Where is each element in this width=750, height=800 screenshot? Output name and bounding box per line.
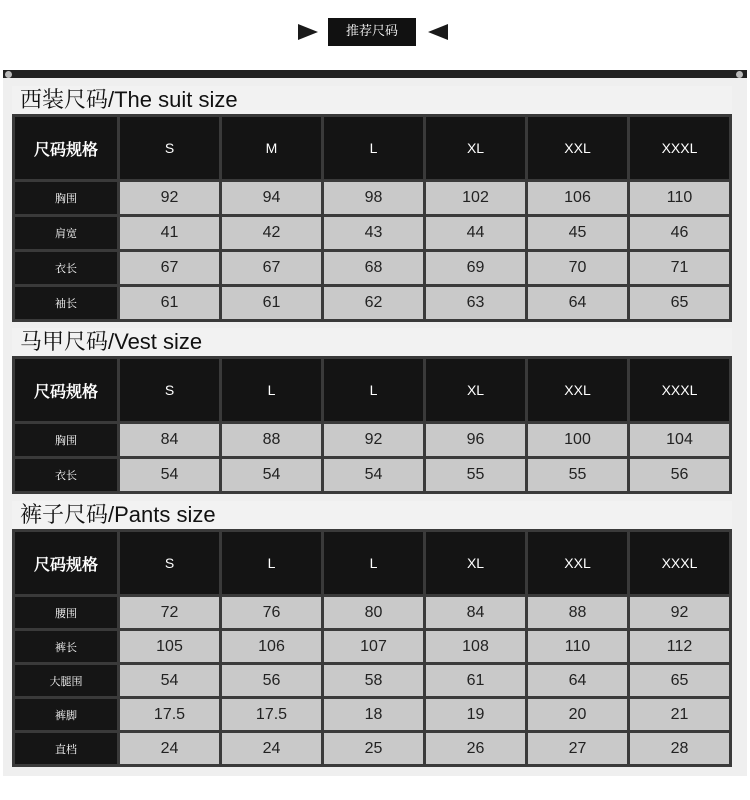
value-cell: 88 [528, 597, 627, 628]
table-row [15, 217, 729, 249]
value-cell: 63 [426, 287, 525, 319]
value-cell: 108 [426, 631, 525, 662]
value-cell: 107 [324, 631, 423, 662]
value-cell: 46 [630, 217, 729, 249]
banner-label: 推荐尺码 [328, 18, 416, 46]
section-title: 西装尺码/The suit size [12, 86, 732, 114]
value-cell: 65 [630, 287, 729, 319]
row-label: 大腿围 [15, 665, 117, 696]
size-header: XXXL [630, 532, 729, 594]
value-cell: 17.5 [120, 699, 219, 730]
value-cell: 61 [222, 287, 321, 319]
row-label: 直档 [15, 733, 117, 764]
size-header: S [120, 532, 219, 594]
value-cell: 56 [222, 665, 321, 696]
size-header: XXL [528, 532, 627, 594]
table-row [15, 252, 729, 284]
value-cell: 18 [324, 699, 423, 730]
recommended-size-banner [298, 16, 448, 46]
value-cell: 98 [324, 182, 423, 214]
value-cell: 24 [120, 733, 219, 764]
value-cell: 112 [630, 631, 729, 662]
table-row [15, 631, 729, 662]
value-cell: 54 [324, 459, 423, 491]
value-cell: 106 [222, 631, 321, 662]
size-header: M [222, 117, 321, 179]
header-row [15, 532, 729, 594]
table-row [15, 699, 729, 730]
size-header: XL [426, 532, 525, 594]
value-cell: 70 [528, 252, 627, 284]
rivet-icon [736, 71, 743, 78]
size-header: L [222, 532, 321, 594]
size-header: L [324, 532, 423, 594]
size-header: L [324, 117, 423, 179]
value-cell: 55 [426, 459, 525, 491]
value-cell: 92 [120, 182, 219, 214]
value-cell: 19 [426, 699, 525, 730]
value-cell: 62 [324, 287, 423, 319]
row-label: 肩宽 [15, 217, 117, 249]
banner-left-arrow-icon [298, 24, 318, 40]
value-cell: 100 [528, 424, 627, 456]
value-cell: 68 [324, 252, 423, 284]
pants-size-section [12, 501, 732, 767]
value-cell: 80 [324, 597, 423, 628]
value-cell: 61 [426, 665, 525, 696]
value-cell: 44 [426, 217, 525, 249]
value-cell: 28 [630, 733, 729, 764]
vest-size-table [12, 356, 732, 494]
value-cell: 55 [528, 459, 627, 491]
row-label: 裤脚 [15, 699, 117, 730]
value-cell: 65 [630, 665, 729, 696]
value-cell: 102 [426, 182, 525, 214]
size-header: L [324, 359, 423, 421]
value-cell: 76 [222, 597, 321, 628]
suit-size-table [12, 114, 732, 322]
value-cell: 41 [120, 217, 219, 249]
value-cell: 88 [222, 424, 321, 456]
size-header: S [120, 359, 219, 421]
header-label: 尺码规格 [15, 117, 117, 179]
value-cell: 69 [426, 252, 525, 284]
size-header: L [222, 359, 321, 421]
value-cell: 56 [630, 459, 729, 491]
size-header: XXL [528, 359, 627, 421]
value-cell: 105 [120, 631, 219, 662]
value-cell: 21 [630, 699, 729, 730]
pants-size-table [12, 529, 732, 767]
row-label: 胸围 [15, 424, 117, 456]
value-cell: 26 [426, 733, 525, 764]
value-cell: 42 [222, 217, 321, 249]
size-header: XL [426, 359, 525, 421]
value-cell: 54 [222, 459, 321, 491]
value-cell: 20 [528, 699, 627, 730]
value-cell: 61 [120, 287, 219, 319]
header-row [15, 117, 729, 179]
value-cell: 43 [324, 217, 423, 249]
value-cell: 24 [222, 733, 321, 764]
header-row [15, 359, 729, 421]
row-label: 胸围 [15, 182, 117, 214]
row-label: 衣长 [15, 252, 117, 284]
table-row [15, 424, 729, 456]
panel-top-bar [3, 70, 747, 78]
value-cell: 54 [120, 665, 219, 696]
value-cell: 72 [120, 597, 219, 628]
value-cell: 110 [528, 631, 627, 662]
table-row [15, 459, 729, 491]
value-cell: 92 [324, 424, 423, 456]
table-row [15, 597, 729, 628]
vest-size-section [12, 328, 732, 494]
value-cell: 71 [630, 252, 729, 284]
size-header: S [120, 117, 219, 179]
table-row [15, 182, 729, 214]
rivet-icon [5, 71, 12, 78]
value-cell: 84 [426, 597, 525, 628]
value-cell: 27 [528, 733, 627, 764]
suit-size-section [12, 86, 732, 322]
size-header: XXL [528, 117, 627, 179]
value-cell: 54 [120, 459, 219, 491]
value-cell: 64 [528, 287, 627, 319]
value-cell: 94 [222, 182, 321, 214]
size-header: XXXL [630, 359, 729, 421]
value-cell: 84 [120, 424, 219, 456]
banner-right-arrow-icon [428, 24, 448, 40]
table-row [15, 287, 729, 319]
size-header: XXXL [630, 117, 729, 179]
section-title: 马甲尺码/Vest size [12, 328, 732, 356]
size-header: XL [426, 117, 525, 179]
value-cell: 92 [630, 597, 729, 628]
header-label: 尺码规格 [15, 532, 117, 594]
value-cell: 106 [528, 182, 627, 214]
value-cell: 58 [324, 665, 423, 696]
table-row [15, 733, 729, 764]
header-label: 尺码规格 [15, 359, 117, 421]
value-cell: 104 [630, 424, 729, 456]
row-label: 袖长 [15, 287, 117, 319]
value-cell: 110 [630, 182, 729, 214]
value-cell: 45 [528, 217, 627, 249]
table-row [15, 665, 729, 696]
value-cell: 96 [426, 424, 525, 456]
row-label: 裤长 [15, 631, 117, 662]
value-cell: 25 [324, 733, 423, 764]
section-title: 裤子尺码/Pants size [12, 501, 732, 529]
row-label: 衣长 [15, 459, 117, 491]
row-label: 腰围 [15, 597, 117, 628]
value-cell: 64 [528, 665, 627, 696]
value-cell: 67 [222, 252, 321, 284]
value-cell: 67 [120, 252, 219, 284]
value-cell: 17.5 [222, 699, 321, 730]
